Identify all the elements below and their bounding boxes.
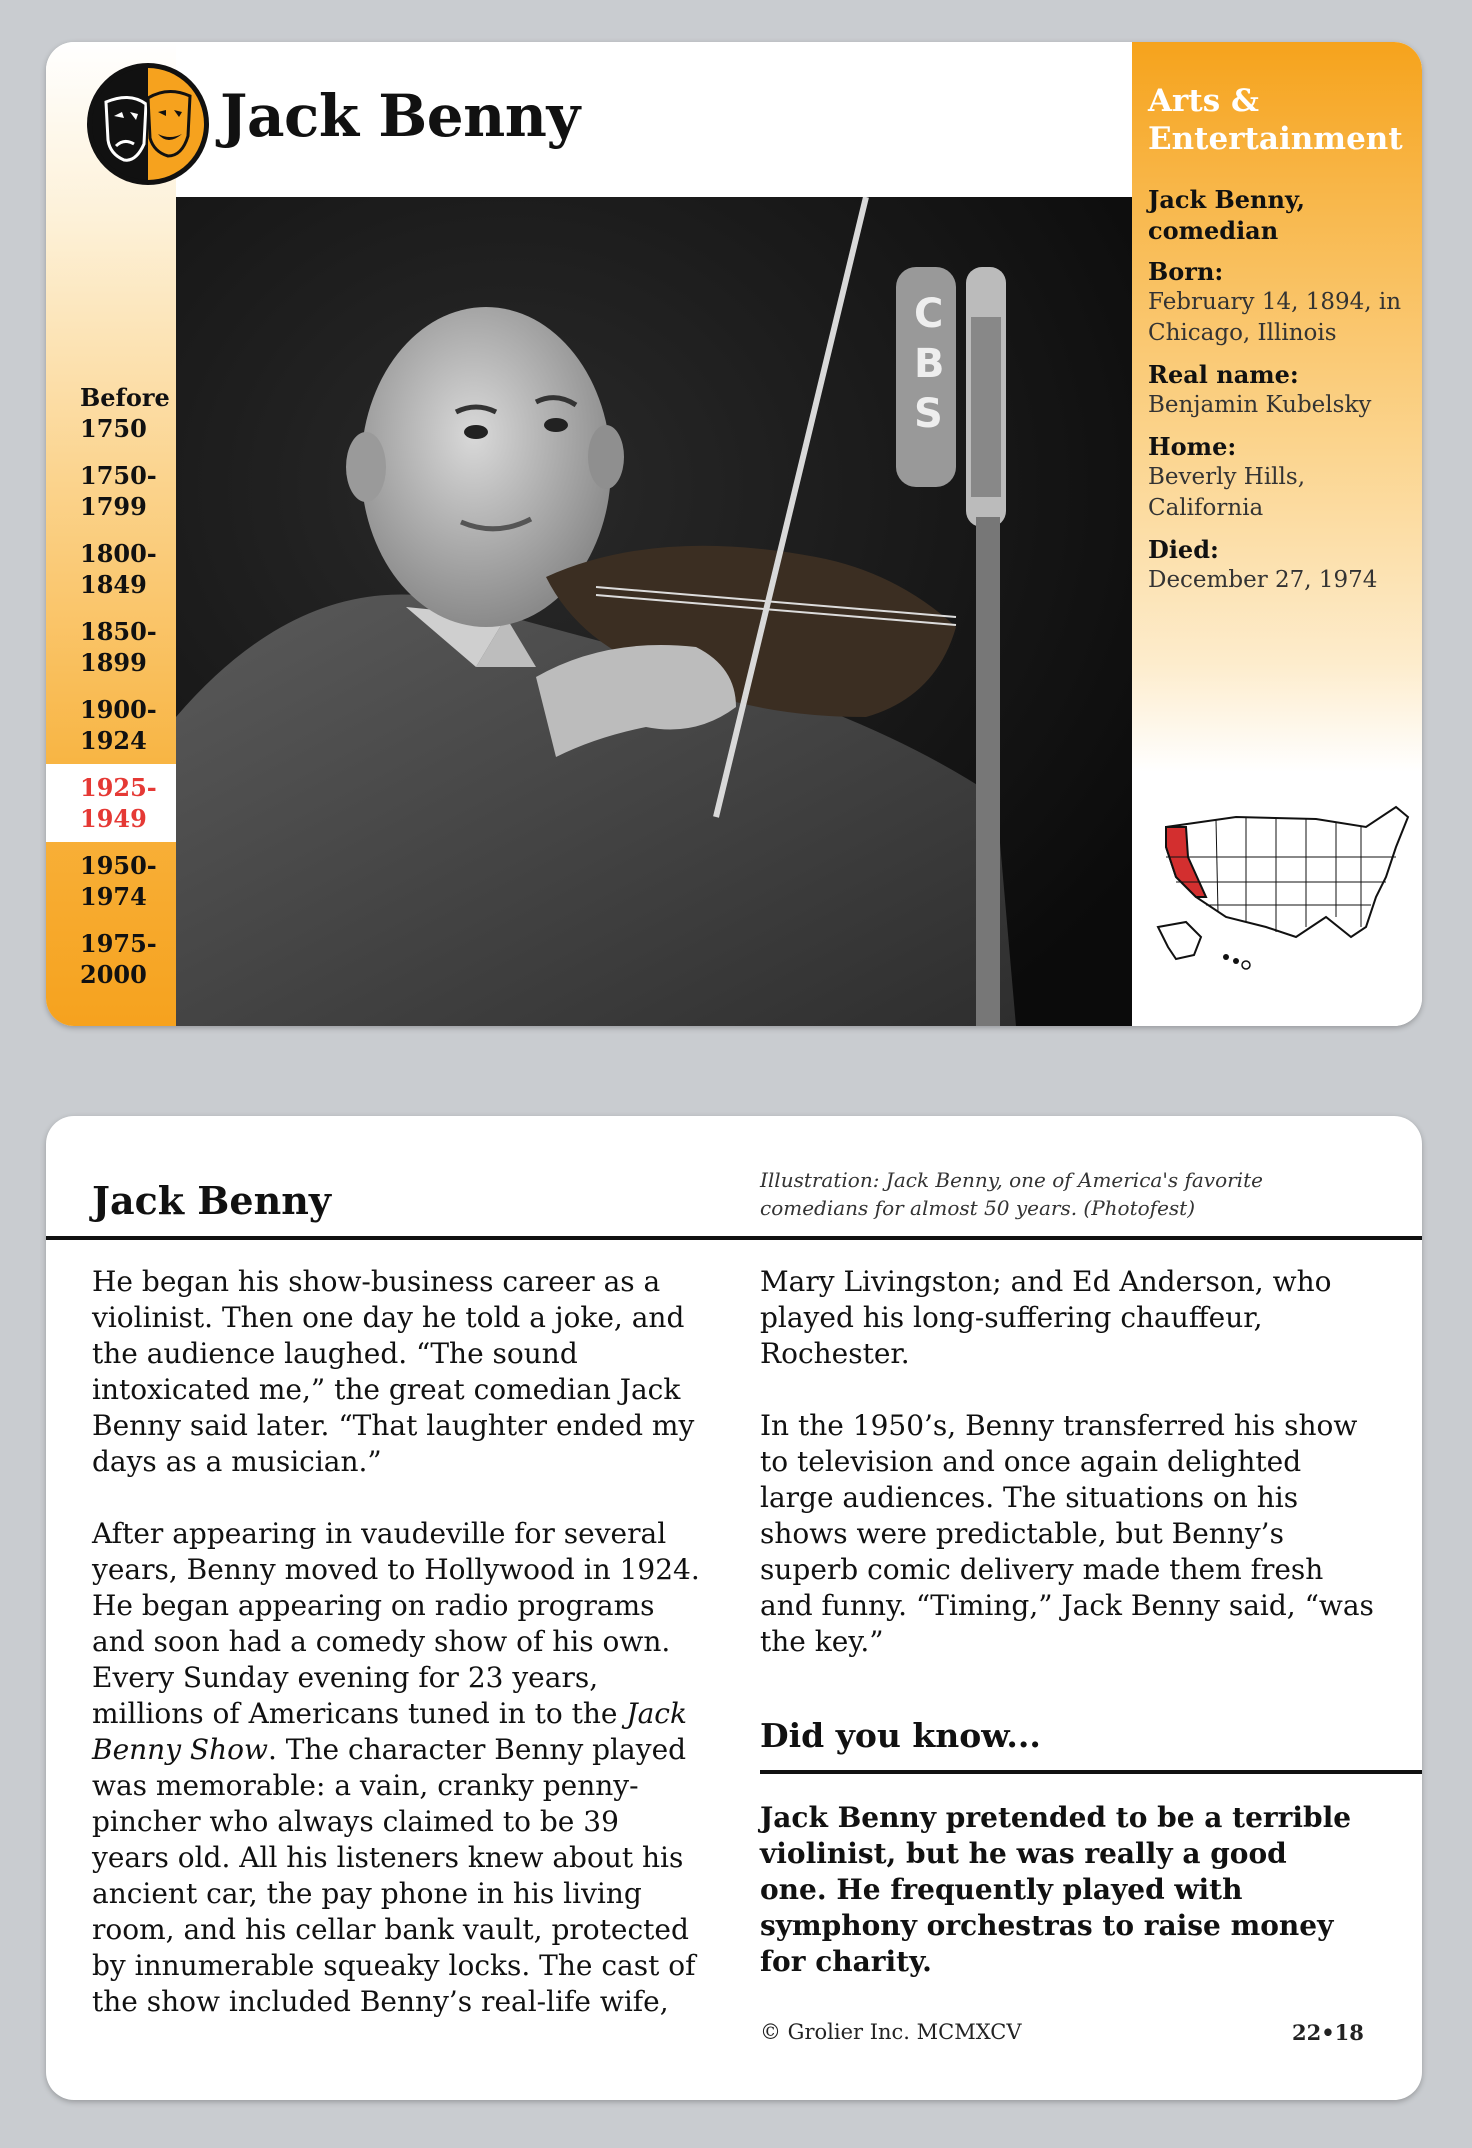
- right-paragraph-2: In the 1950’s, Benny transferred his show to television and once again delighted large audiences. The situations on his shows were predictable, but Benny’s superb comic delivery made them fresh and funny. “Timing,” Jack Benny said, “was the key.”: [760, 1409, 1374, 1658]
- fact-subject: Jack Benny, comedian: [1148, 185, 1305, 245]
- fact-died-value: December 27, 1974: [1148, 567, 1378, 593]
- category-label: Arts & Entertainment: [1148, 83, 1403, 157]
- fact-realname-label: Real name:: [1148, 360, 1299, 389]
- fact-list: [1148, 184, 1416, 596]
- mic-letter-b: B: [914, 341, 945, 387]
- right-paragraph-1: Mary Livingston; and Ed Anderson, who played his long-suffering chauffeur, Rochester.: [760, 1265, 1332, 1370]
- theater-masks-icon: [86, 62, 210, 186]
- copyright: © Grolier Inc. MCMXCV: [760, 2020, 1022, 2044]
- did-you-know-text: Jack Benny pretended to be a terrible violinist, but he was really a good one. He frequently played with symphony orchestras to raise money for charity.: [760, 1801, 1352, 1978]
- header-rule: [46, 1236, 1422, 1240]
- timeline: [46, 374, 176, 998]
- era-before-1750: Before 1750: [80, 383, 170, 443]
- back-card: [46, 1116, 1422, 2100]
- did-you-know-heading: Did you know...: [760, 1716, 1041, 1755]
- fact-home-label: Home:: [1148, 432, 1237, 461]
- did-you-know-rule: [760, 1770, 1422, 1774]
- left-column: [92, 1264, 702, 2056]
- fact-died-label: Died:: [1148, 535, 1219, 564]
- era-1750-1799: 1750- 1799: [80, 461, 157, 521]
- era-1975-2000: 1975- 2000: [80, 929, 157, 989]
- card-number: 22•18: [1292, 2020, 1364, 2045]
- era-1800-1849: 1800- 1849: [80, 539, 157, 599]
- us-map-icon: [1146, 787, 1416, 987]
- front-card: [46, 42, 1422, 1026]
- back-title: Jack Benny: [92, 1178, 331, 1223]
- fact-born-label: Born:: [1148, 257, 1224, 286]
- mic-letter-c: C: [914, 291, 944, 337]
- fact-home-value: Beverly Hills, California: [1148, 464, 1306, 521]
- era-1850-1899: 1850- 1899: [80, 617, 157, 677]
- era-1925-1949-active: 1925- 1949: [46, 764, 176, 842]
- right-column: [760, 1264, 1380, 1696]
- fact-realname-value: Benjamin Kubelsky: [1148, 392, 1372, 418]
- photo-caption: Illustration: Jack Benny, one of America's favorite comedians for almost 50 years. (Photofest): [760, 1168, 1263, 1220]
- fact-born-value: February 14, 1894, in Chicago, Illinois: [1148, 289, 1402, 346]
- left-paragraph-1: He began his show-business career as a violinist. Then one day he told a joke, and the audience laughed. “The sound intoxicated me,” the great comedian Jack Benny said later. “That laughter ended my days as a musician.”: [92, 1265, 695, 1478]
- era-1900-1924: 1900- 1924: [80, 695, 157, 755]
- era-1950-1974: 1950- 1974: [80, 851, 157, 911]
- mic-letter-s: S: [914, 391, 943, 437]
- card-title: Jack Benny: [220, 82, 580, 150]
- left-paragraph-2: After appearing in vaudeville for several years, Benny moved to Hollywood in 1924. He began appearing on radio programs and soon had a comedy show of his own. Every Sunday evening for 23 years, millions of Americans tuned in to the Jack Benny Show. The character Benny played was memorable: a vain, cranky penny-pincher who always claimed to be 39 years old. All his listeners knew about his ancient car, the pay phone in his living room, and his cellar bank vault, protected by innumerable squeaky locks. The cast of the show included Benny’s real-life wife,: [92, 1517, 700, 2018]
- portrait-photo: [176, 197, 1132, 1026]
